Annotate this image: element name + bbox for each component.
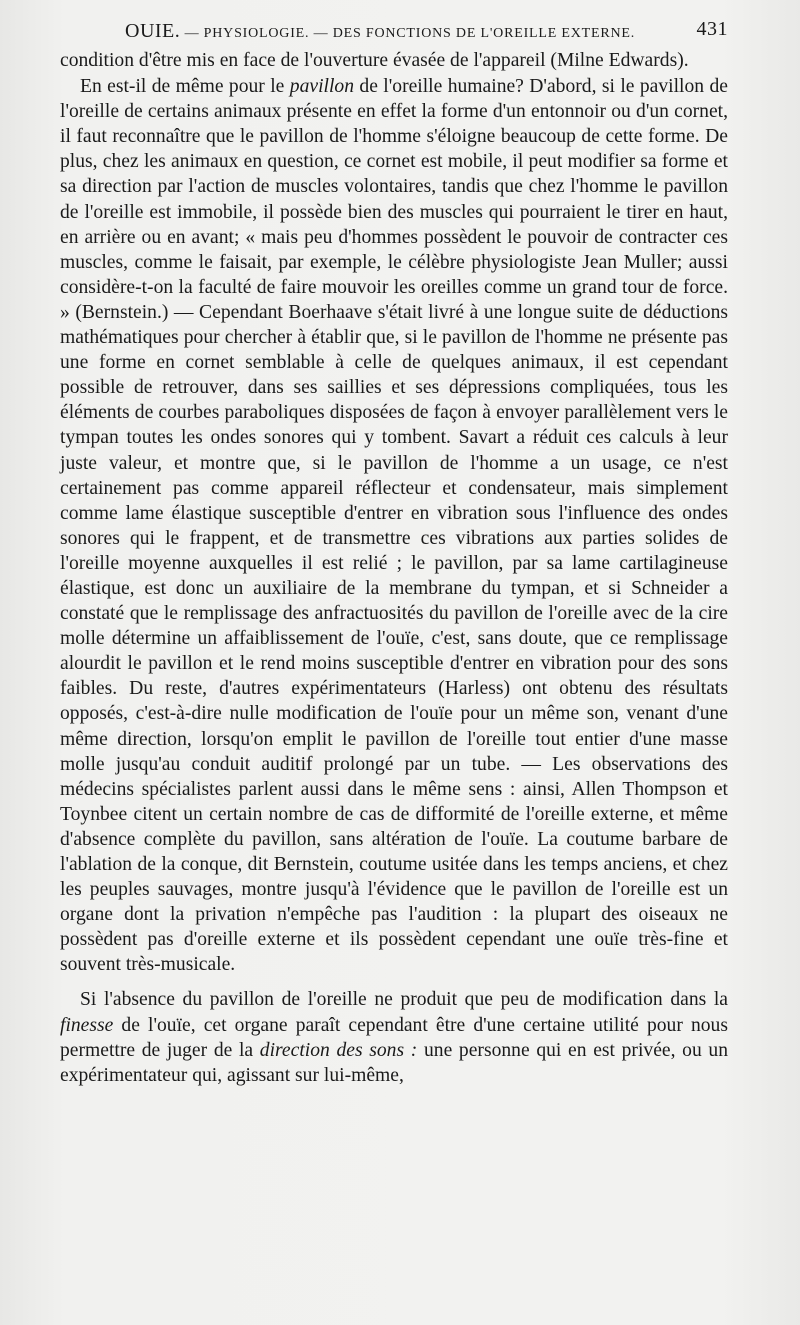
- italic-text-run: finesse: [60, 1014, 114, 1036]
- text-run: Si l'absence du pavillon de l'oreille ne produit que peu de modification dans la: [80, 989, 728, 1011]
- running-title-rest: — PHYSIOLOGIE. — DES FONCTIONS DE L'OREILLE EXTERNE.: [180, 26, 636, 41]
- running-title: [125, 20, 635, 43]
- body-text: [60, 48, 728, 1088]
- text-run: de l'ouïe, cet organe paraît cependant être d'une certaine utilité pour nous permettre de juger de la: [60, 1014, 728, 1061]
- italic-text-run: pavillon: [289, 76, 354, 98]
- paragraph: [60, 48, 728, 73]
- page-number: 431: [696, 18, 728, 40]
- bleed-through-shadow: [50, 1218, 750, 1258]
- text-run: En est-il de même pour le: [80, 76, 290, 98]
- running-title-lead: OUIE.: [125, 20, 181, 42]
- text-run: une personne qui en est privée, ou un expérimentateur qui, agissant sur lui-même,: [60, 1039, 729, 1086]
- paragraph: [60, 74, 728, 977]
- text-run: de l'oreille humaine? D'abord, si le pavillon de l'oreille de certains animaux présente en effet la forme d'un entonnoir ou d'un cornet, il faut reconnaître que le pavillon de l'homme s'éloigne beaucoup de cette forme. De plus, chez les animaux en question, ce cornet est mobile, il peut modifier sa forme et sa direction par l'action de muscles volontaires, tandis que chez l'homme le pavillon de l'oreille est immobile, il possède bien des muscles qui pourraient le tirer en haut, en arrière ou en avant; « mais peu d'hommes possèdent le pouvoir de contracter ces muscles, comme le faisait, par exemple, le célèbre physiologiste Jean Muller; aussi considère-t-on la faculté de faire mouvoir les oreilles comme un grand tour de force. » (Bernstein.) — Cependant Boerhaave s'était livré à une longue suite de déductions mathématiques pour chercher à établir que, si le pavillon de l'homme ne présente pas une forme en cornet semblable à celle de quelques animaux, il est cependant possible de retrouver, dans ses saillies et ses dépressions compliquées, tous les éléments de courbes paraboliques disposées de façon à envoyer parallèlement vers le tympan toutes les ondes sonores qui y tombent. Savart a réduit ces calculs à leur juste valeur, et montre que, si le pavillon de l'homme a un usage, ce n'est certainement pas comme appareil réflecteur et condensateur, mais simplement comme lame élastique susceptible d'entrer en vibration sous l'influence des ondes sonores qui le frappent, et de transmettre ces vibrations aux parties solides de l'oreille moyenne auxquelles il est relié ; le pavillon, par sa lame cartilagineuse élastique, est donc un auxiliaire de la membrane du tympan, et si Schneider a constaté que le remplissage des anfractuosités du pavillon de l'oreille avec de la cire molle détermine un affaiblissement de l'ouïe, c'est, sans doute, que ce remplissage alourdit le pavillon et le rend moins susceptible d'entrer en vibration pour des sons faibles. Du reste, d'autres expérimentateurs (Harless) ont obtenu des résultats opposés, c'est-à-dire nulle modification de l'ouïe pour un même son, venant d'une même direction, lorsqu'on emplit le pavillon de l'oreille tout entier d'une masse molle jusqu'au conduit auditif prolongé par un tube. — Les observations des médecins spécialistes parlent aussi dans le même sens : ainsi, Allen Thompson et Toynbee citent un certain nombre de cas de difformité de l'oreille externe, et même d'absence complète du pavillon, sans altération de l'ouïe. La coutume barbare de l'ablation de la conque, dit Bernstein, coutume usitée dans les temps anciens, et chez les peuples sauvages, montre jusqu'à l'évidence que le pavillon de l'oreille est un organe dont la privation n'empêche pas l'audition : la plupart des oiseaux ne possèdent pas d'oreille externe et ils possèdent cependant une ouïe très-fine et souvent très-musicale.: [60, 76, 728, 976]
- paragraph: [60, 987, 728, 1087]
- text-run: condition d'être mis en face de l'ouverture évasée de l'appareil (Milne Edwards).: [60, 50, 689, 71]
- running-header: [60, 18, 728, 46]
- italic-text-run: direction des sons :: [259, 1039, 418, 1061]
